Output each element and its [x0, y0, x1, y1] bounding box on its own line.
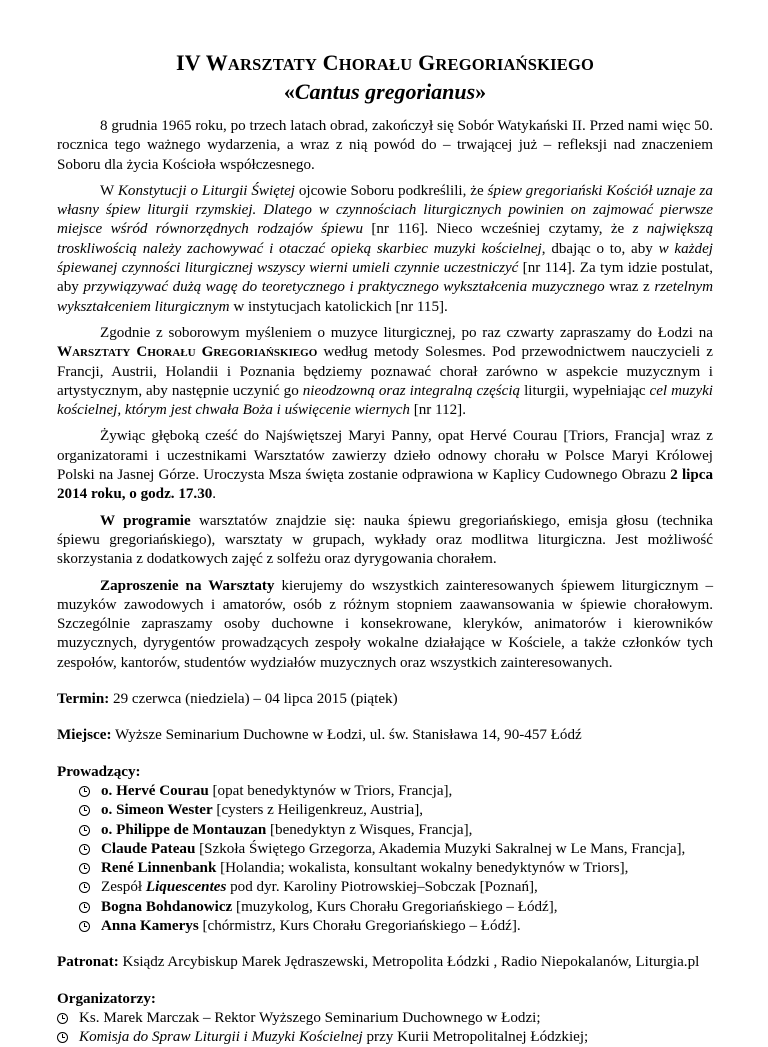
clock-icon: [79, 882, 90, 893]
paragraph-audience: Zaproszenie na Warsztaty kierujemy do wszystkich zainteresowanych śpiewem liturgicznym – muzyków zawodowych i amatorów, osób z różnym stopniem zaawansowania w śpiewie chorałowym. Szczególnie zapraszamy osoby duchowne i konsekrowane, kleryków, animatorów i kierowników muzycznych, dyrygentów prowadzących zespoły wokalne działające w Kościele, a także członków tych zespołów, kantorów, studentów wydziałów muzycznych oraz wszystkich zainteresowanych.: [57, 577, 714, 671]
list-item: Zespół Liquescentes pod dyr. Karoliny Piotrowskiej–Sobczak [Poznań],: [57, 878, 713, 897]
organizatorzy-heading: Organizatorzy:: [57, 990, 156, 1007]
page-subtitle: «Cantus gregorianus»: [283, 79, 487, 104]
termin-line: Termin: 29 czerwca (niedziela) – 04 lipca 2015 (piątek): [57, 691, 398, 708]
clock-icon: [79, 902, 90, 913]
clock-icon: [79, 805, 90, 816]
clock-icon: [79, 786, 90, 797]
paragraph-program: W programie warsztatów znajdzie się: nauka śpiewu gregoriańskiego, emisja głosu (technika śpiewu gregoriańskiego), warsztaty w grupach, wykłady oraz modlitwa liturgiczna. Jest możliwość skorzystania z dodatkowych zajęć z solfeżu oraz dyrygowania chorałem.: [57, 512, 713, 568]
clock-icon: [57, 1013, 68, 1024]
list-item: Anna Kamerys [chórmistrz, Kurs Chorału Gregoriańskiego – Łódź].: [57, 917, 713, 936]
paragraph-intro: 8 grudnia 1965 roku, po trzech latach obrad, zakończył się Sobór Watykański II. Przed nami więc 50. rocznica tego ważnego wydarzenia, a wraz z nią powód do – trwającej już – refleksji nad znaczeniem Soboru dla życia Kościoła współczesnego.: [57, 118, 713, 173]
clock-icon: [79, 825, 90, 836]
paragraph-constitution: W Konstytucji o Liturgii Świętej ojcowie Soboru podkreślili, że śpiew gregoriański Kościół uznaje za własny śpiew liturgii rzymskiej. Dlatego w czynnościach liturgicznych powinien on zajmować pierwsze miejsce wśród równorzędnych rodzajów śpiewu [nr 116]. Nieco wcześniej czytamy, że z największą troskliwością należy zachowywać i otaczać opieką skarbiec muzyki kościelnej, dbając o to, aby w każdej śpiewanej czynności liturgicznej wszyscy wierni umieli czynnie uczestniczyć [nr 114]. Za tym idzie postulat, aby przywiązywać dużą wagę do teoretycznego i praktycznego wykształcenia muzycznego wraz z rzetelnym wykształceniem liturgicznym w instytucjach katolickich [nr 115].: [57, 182, 713, 315]
list-item: o. Philippe de Montauzan [benedyktyn z Wisques, Francja],: [57, 821, 713, 840]
organizatorzy-list: [57, 1009, 713, 1047]
clock-icon: [79, 921, 90, 932]
clock-icon: [79, 863, 90, 874]
miejsce-line: Miejsce: Wyższe Seminarium Duchowne w Łodzi, ul. św. Stanisława 14, 90-457 Łódź: [57, 727, 582, 744]
clock-icon: [57, 1032, 68, 1043]
paragraph-invitation: Zgodnie z soborowym myśleniem o muzyce liturgicznej, po raz czwarty zapraszamy do Łodzi na Warsztaty Chorału Gregoriańskiego według metody Solesmes. Pod przewodnictwem nauczycieli z Francji, Austrii, Holandii i Poznania będziemy poznawać chorał zarówno w aspekcie muzycznym i artystycznym, aby następnie uczynić go nieodzowną oraz integralną częścią liturgii, wypełniając cel muzyki kościelnej, którym jest chwała Boża i uświęcenie wiernych [nr 112].: [57, 324, 713, 419]
list-item: Ks. Marek Marczak – Rektor Wyższego Seminarium Duchownego w Łodzi;: [57, 1009, 713, 1028]
prowadzacy-list: [57, 782, 713, 936]
list-item: Komisja do Spraw Liturgii i Muzyki Kościelnej przy Kurii Metropolitalnej Łódzkiej;: [57, 1028, 713, 1047]
paragraph-mass: Żywiąc głęboką cześć do Najświętszej Maryi Panny, opat Hervé Courau [Triors, Francja] wraz z organizatorami i uczestnikami Warsztatów zawierzy dzieło odnowy chorału w Polsce Maryi Królowej Polski na Jasnej Górze. Uroczysta Msza święta zostanie odprawiona w Kaplicy Cudownego Obrazu 2 lipca 2014 roku, o godz. 17.30.: [57, 428, 713, 503]
patronat-line: Patronat: Ksiądz Arcybiskup Marek Jędraszewski, Metropolita Łódzki , Radio Niepokalanów, Liturgia.pl: [57, 954, 700, 971]
list-item: Claude Pateau [Szkoła Świętego Grzegorza, Akademia Muzyki Sakralnej w Le Mans, Francja],: [57, 840, 713, 859]
clock-icon: [79, 844, 90, 855]
page-title: IV WARSZTATY CHORAŁU GREGORIAŃSKIEGO: [175, 50, 595, 75]
prowadzacy-heading: Prowadzący:: [57, 763, 141, 780]
list-item: Bogna Bohdanowicz [muzykolog, Kurs Chorału Gregoriańskiego – Łódź],: [57, 898, 713, 917]
list-item: o. Simeon Wester [cysters z Heiligenkreuz, Austria],: [57, 801, 713, 820]
list-item: René Linnenbank [Holandia; wokalista, konsultant wokalny benedyktynów w Triors],: [57, 859, 713, 878]
list-item: o. Hervé Courau [opat benedyktynów w Triors, Francja],: [57, 782, 713, 801]
